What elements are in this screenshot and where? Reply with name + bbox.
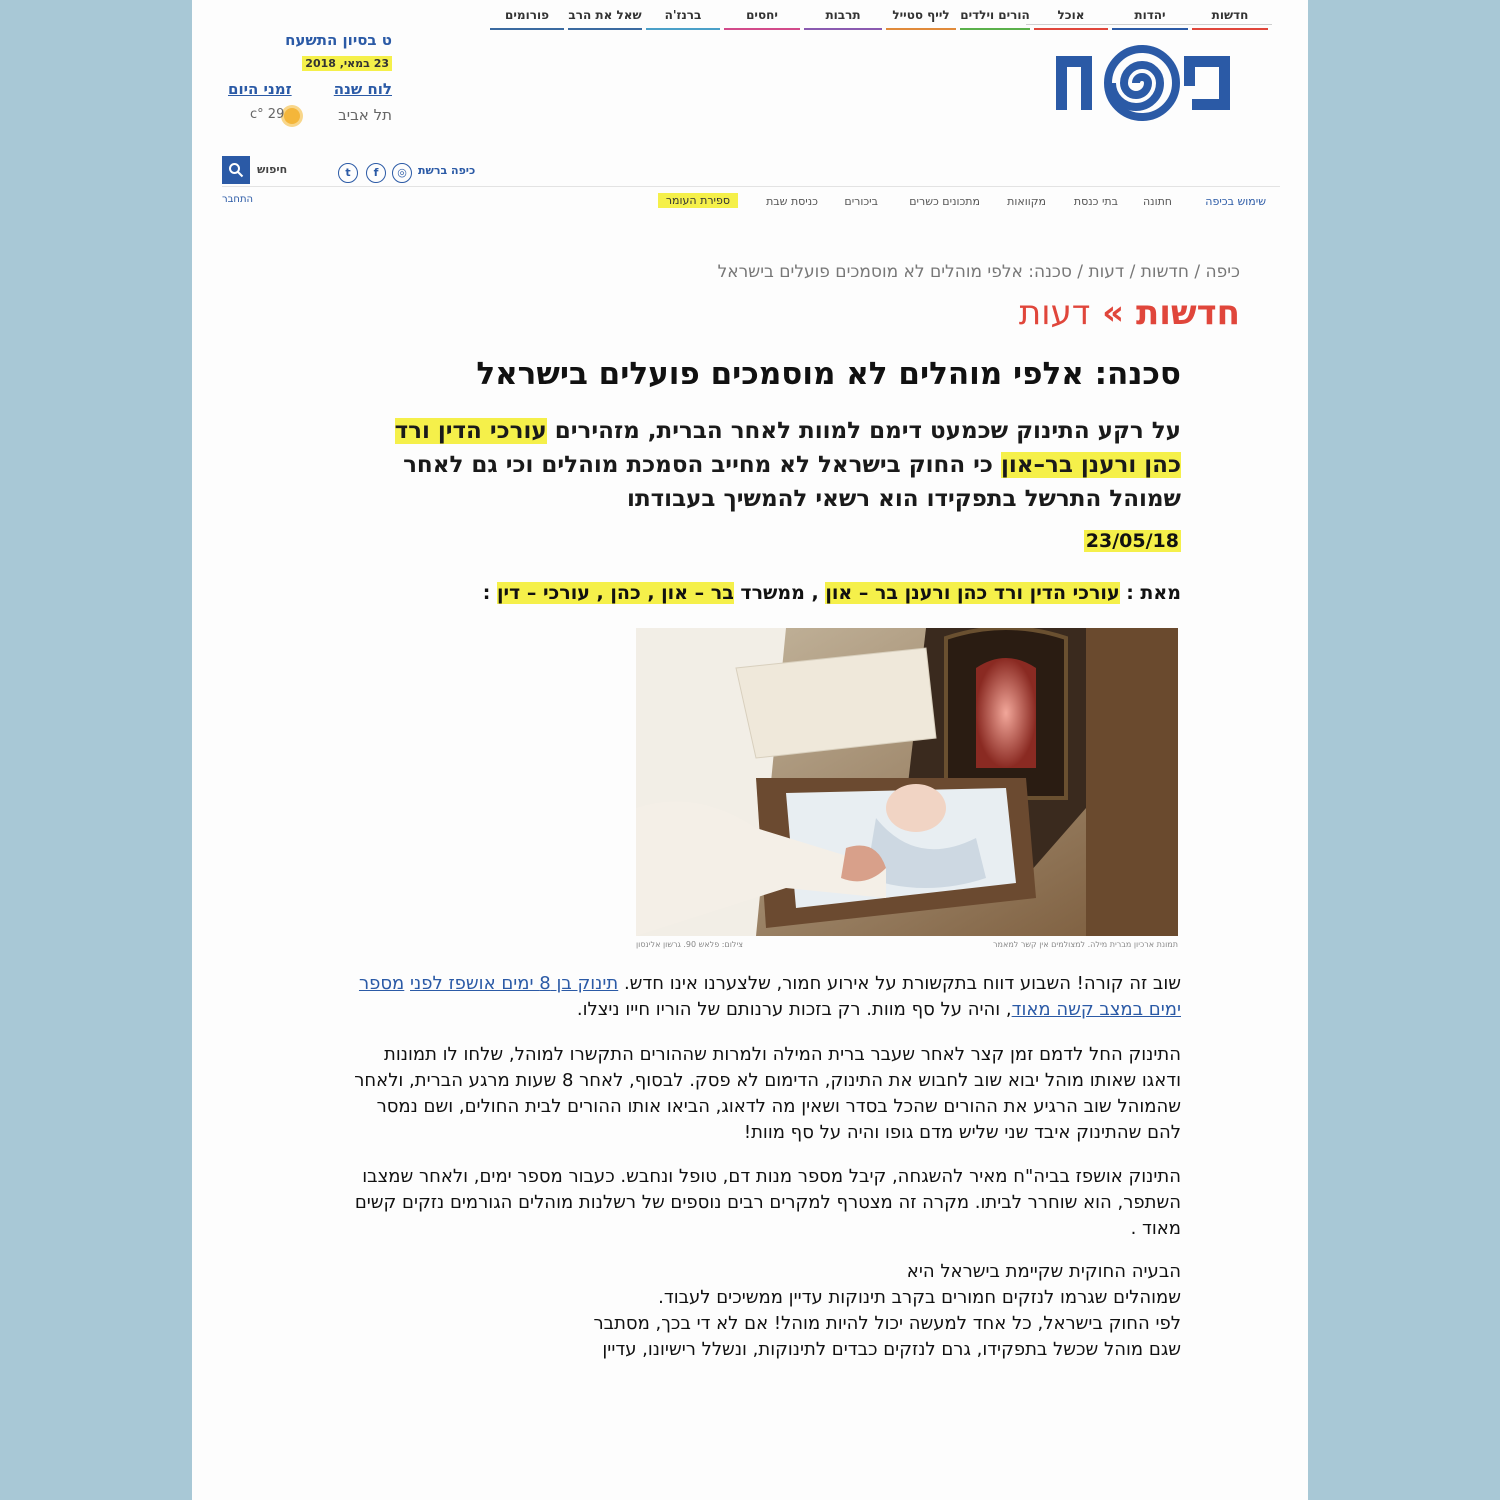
nav-lifestyle[interactable]: לייף סטייל xyxy=(886,0,956,30)
subnav-recipes[interactable]: מתכונים כשרים xyxy=(909,195,980,208)
nav-branja[interactable]: ברנז'ה xyxy=(646,0,720,30)
nav-news[interactable]: חדשות xyxy=(1192,0,1268,30)
paragraph-4 xyxy=(351,1259,1181,1363)
article-headline: סכנה: אלפי מוהלים לא מוסמכים פועלים בישראל xyxy=(476,356,1181,392)
byline-firm: בר – און , כהן , עורכי – דין xyxy=(496,582,734,604)
article-lead xyxy=(381,414,1181,516)
weather-city: תל אביב xyxy=(338,106,392,124)
photo-credit: צילום: פלאש 90. גרשון אלינסון xyxy=(636,940,744,949)
nav-forums[interactable]: פורומים xyxy=(490,0,564,30)
gregorian-date: 23 במאי, 2018 xyxy=(302,56,392,71)
byline-authors: עורכי הדין ורד כהן ורענן בר – און xyxy=(825,582,1120,604)
section-sub[interactable]: דעות xyxy=(1018,293,1091,333)
nav-relationships[interactable]: יחסים xyxy=(724,0,800,30)
article-page xyxy=(192,0,1308,1500)
facebook-icon[interactable]: f xyxy=(366,163,386,183)
article-byline xyxy=(483,582,1181,604)
paragraph-1 xyxy=(351,971,1181,1023)
p4-line-2: שמוהלים שגרמו לנזקים חמורים בקרב תינוקות עדיין ממשיכים לעבוד. xyxy=(658,1287,1181,1308)
photo-caption: תמונת ארכיון מברית מילה. למצולמים אין קשר למאמר xyxy=(993,940,1178,949)
header-info xyxy=(222,28,392,138)
calendar-link[interactable]: לוח שנה xyxy=(333,80,392,98)
nav-parents[interactable]: הורים וילדים xyxy=(960,0,1030,30)
search-icon xyxy=(228,162,244,178)
article-photo xyxy=(636,628,1178,936)
kipa-bareshet-label: כיפה ברשת xyxy=(418,164,476,177)
byline-office: , ממשרד xyxy=(733,582,826,604)
p1-text-b: , והיה על סף מוות. רק בזכות ערנותם של הוריו חייו ניצלו. xyxy=(576,999,1012,1020)
breadcrumb[interactable]: כיפה / חדשות / דעות / סכנה: אלפי מוהלים לא מוסמכים פועלים בישראל xyxy=(717,262,1240,282)
paragraph-2: התינוק החל לדמם זמן קצר לאחר שעבר ברית המילה ולמרות שההורים התקשרו למוהל, שלחו לו תמונות ודאגו שאותו מוהל יבוא שוב לחבוש את התינוק, הדימום לא פסק. לבסוף, לאחר 8 שעות מרגע הברית, ולאחר שהמוהל שוב הרגיע את ההורים שהכל בסדר ושאין מה לדאוג, הביאו אותו ההורים לבית החולים, ושם נמסר להם שהתינוק איבד שני שליש מדם גופו והיה על סף מוות! xyxy=(354,1044,1181,1143)
hebrew-date: ט בסיון התשעח xyxy=(285,31,392,49)
lead-highlight-2: כהן ורענן בר–און xyxy=(1000,452,1181,478)
p4-line-4: שגם מוהל שכשל בתפקידו, גרם לנזקים כבדים לתינוקות, ונשלל רישיונו, עדיין xyxy=(602,1339,1181,1360)
nav-ask-rabbi[interactable]: שאל את הרב xyxy=(568,0,642,30)
nav-food[interactable]: אוכל xyxy=(1034,0,1108,30)
subnav-bikurim[interactable]: ביכורים xyxy=(844,195,878,208)
p4-line-1: הבעיה החוקית שקיימת בישראל היא xyxy=(906,1261,1181,1282)
subnav-synagogues[interactable]: בתי כנסת xyxy=(1073,195,1118,208)
login-link[interactable]: התחבר xyxy=(222,194,254,205)
p4-line-3: לפי החוק בישראל, כל אחד למעשה יכול להיות מוהל! אם לא די בכך, מסתבר xyxy=(593,1313,1181,1334)
subnav-wedding[interactable]: חתונה xyxy=(1142,195,1172,208)
lead-text-2: כי החוק בישראל לא מחייב הסמכת מוהלים וכי גם לאחר שמוהל התרשל בתפקידו הוא רשאי להמשיך בעבודתו xyxy=(403,452,1181,512)
byline-end: : xyxy=(482,582,497,604)
search-label: חיפוש xyxy=(257,163,288,176)
subnav-mikvaot[interactable]: מקוואות xyxy=(1007,195,1046,208)
svg-text:כיפה: כיפה xyxy=(1152,124,1155,125)
nav-culture[interactable]: תרבות xyxy=(804,0,882,30)
article-link-1[interactable]: תינוק בן 8 ימים אושפז לפני xyxy=(410,973,619,994)
article-date: 23/05/18 xyxy=(1085,530,1179,552)
weather-temp: 29 °c xyxy=(250,107,285,122)
zmanim-link[interactable]: זמני היום xyxy=(228,80,292,98)
byline-from: מאת : xyxy=(1119,582,1181,604)
section-title xyxy=(1019,293,1240,333)
section-arrow: » xyxy=(1102,293,1125,333)
nav-judaism[interactable]: יהדות xyxy=(1112,0,1188,30)
kipa-logo[interactable] xyxy=(1052,40,1252,126)
twitter-icon[interactable]: t xyxy=(338,163,358,183)
nav-divider xyxy=(222,186,1280,187)
section-main[interactable]: חדשות xyxy=(1135,293,1240,333)
lead-highlight-1: עורכי הדין ורד xyxy=(394,418,547,444)
instagram-icon[interactable]: ◎ xyxy=(392,163,412,183)
search-button[interactable] xyxy=(222,156,250,184)
subnav-shabbat[interactable]: כניסת שבת xyxy=(766,195,818,208)
paragraph-3: התינוק אושפז בביה"ח מאיר להשגחה, קיבל מספר מנות דם, טופל ונחבש. כעבור מספר ימים, ולאחר שמצבו השתפר, הוא שוחרר לביתו. מקרה זה מצטרף למקרים רבים נוספים של רשלנות מוהלים הגורמים נזקים קשים מאוד . xyxy=(354,1166,1181,1239)
p1-text-a: שוב זה קורה! השבוע דווח בתקשורת על אירוע חמור, שלצערנו אינו חדש. xyxy=(618,973,1181,994)
lead-text-1: על רקע התינוק שכמעט דימם למוות לאחר הברית, מזהירים xyxy=(546,418,1181,444)
article-link-2[interactable]: מספר ימים במצב קשה מאוד xyxy=(358,973,1181,1020)
subnav-omer[interactable]: ספירת העומר xyxy=(658,193,738,208)
subnav-using-kipa[interactable]: שימוש בכיפה xyxy=(1205,195,1266,208)
sun-icon xyxy=(284,108,300,124)
